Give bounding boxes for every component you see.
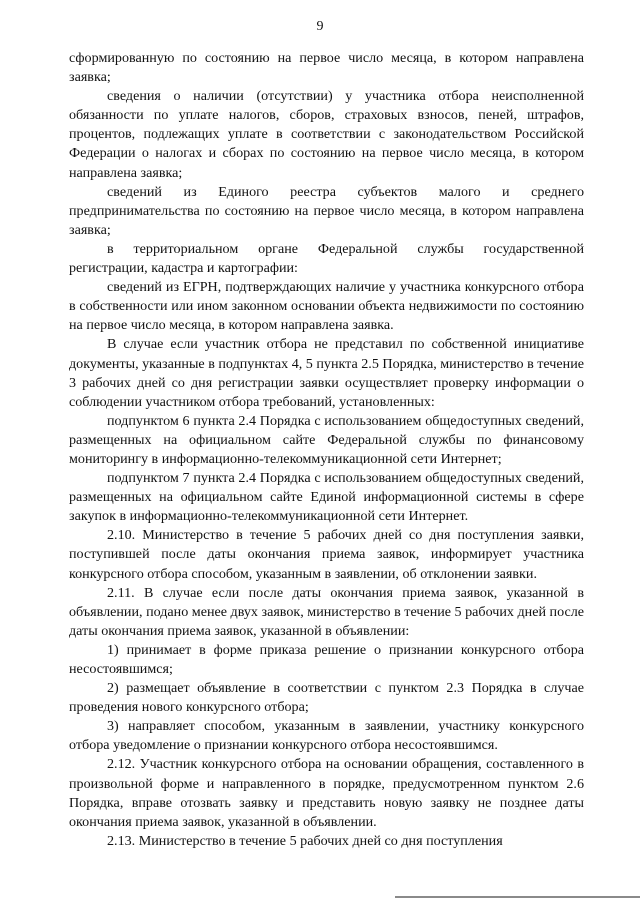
paragraph-2-11: 2.11. В случае если после даты окончания приема заявок, указанной в объявлении, подано менее двух заявок, министерство в течение 5 рабочих дней после даты окончания приема заявок, указанной в объявлении:: [69, 584, 585, 639]
paragraph-rosreestr: в территориальном органе Федеральной службы государственной регистрации, кадастра и картографии:: [69, 240, 584, 277]
paragraph-2-12: 2.12. Участник конкурсного отбора на основании обращения, составленного в произвольной форме и направленного в порядке, предусмотренном пунктом 2.6 Порядка, вправе отозвать заявку и представить новую заявку не позднее даты окончания приема заявок, указанной в объявлении.: [69, 756, 584, 830]
paragraph-continuation: сформированную по состоянию на первое число месяца, в котором направлена заявка;: [69, 50, 584, 86]
scan-edge-mark: [395, 896, 640, 898]
paragraph-subitem-7: подпунктом 7 пункта 2.4 Порядка с использованием общедоступных сведений, размещенных на официальном сайте Единой информационной системы в сфере закупок в информационно-телекоммуникационной сети Интернет.: [69, 470, 584, 525]
paragraph-list-3: 3) направляет способом, указанным в заявлении, участнику конкурсного отбора уведомление о признании конкурсного отбора несостоявшимся.: [69, 718, 584, 754]
paragraph-2-13: 2.13. Министерство в течение 5 рабочих дней со дня поступления: [107, 832, 503, 849]
paragraph-egrn: сведений из ЕГРН, подтверждающих наличие у участника конкурсного отбора в собственности или ином законном основании объекта недвижимости по состоянию на первое число месяца, в котором направлена заявка.: [69, 279, 584, 334]
paragraph-verification: В случае если участник отбора не представил по собственной инициативе документы, указанные в подпунктах 4, 5 пункта 2.5 Порядка, министерство в течение 3 рабочих дней со дня регистрации заявки осуществляет проверку информации о соблюдении участником отбора требований, установленных:: [69, 336, 584, 410]
page-number: 9: [316, 19, 324, 34]
paragraph-sme-registry: сведений из Единого реестра субъектов малого и среднего предпринимательства по состоянию на первое число месяца, в котором направлена заявка;: [69, 183, 584, 238]
paragraph-subitem-6: подпунктом 6 пункта 2.4 Порядка с использованием общедоступных сведений, размещенных на официальном сайте Федеральной службы по финансовому мониторингу в информационно-телекоммуникационной сети Интернет;: [69, 412, 584, 467]
paragraph-tax-debt-info: сведения о наличии (отсутствии) у участника отбора неисполненной обязанности по уплате налогов, сборов, страховых взносов, пеней, штрафов, процентов, подлежащих уплате в соответствии с законодательством Российской Федерации о налогах и сборах по состоянию на первое число месяца, в котором направлена заявка;: [69, 88, 584, 181]
paragraph-list-2: 2) размещает объявление в соответствии с пунктом 2.3 Порядка в случае проведения нового конкурсного отбора;: [69, 680, 584, 716]
document-body: [69, 49, 584, 851]
paragraph-list-1: 1) принимает в форме приказа решение о признании конкурсного отбора несостоявшимся;: [69, 641, 584, 677]
paragraph-2-10: 2.10. Министерство в течение 5 рабочих дней со дня поступления заявки, поступившей после даты окончания приема заявок, информирует участника конкурсного отбора способом, указанным в заявлении, об отклонении заявки.: [69, 527, 584, 582]
